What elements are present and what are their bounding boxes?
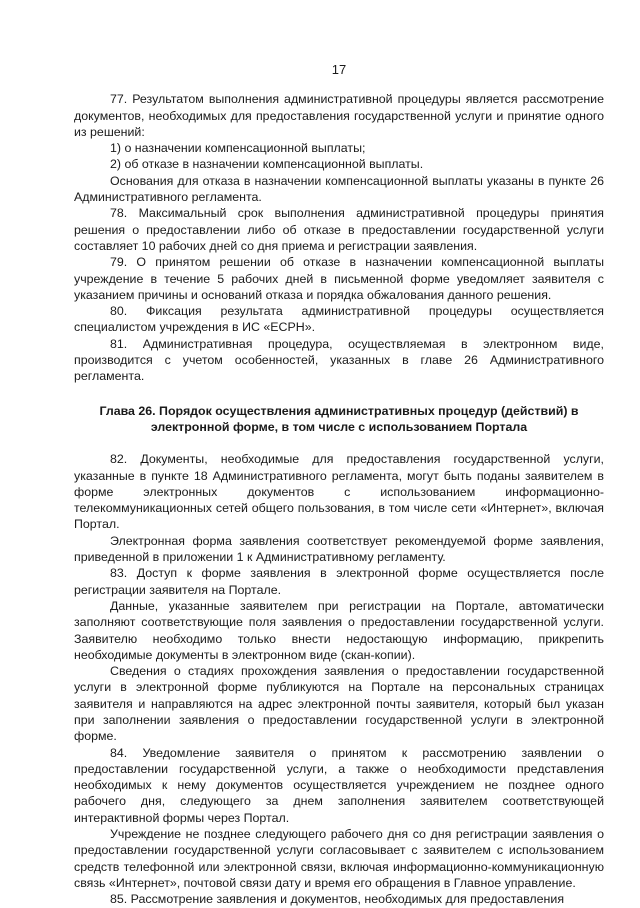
list-item-2: 2) об отказе в назначении компенсационной выплаты. [110, 157, 424, 172]
paragraph-status-info: Сведения о стадиях прохождения заявления о предоставлении государственной услуги в электронной форме публикуются на Портале на персональных страницах заявителя и направляются на адрес электронной почты заявителя, который был указан при заполнении заявления о предоставлении государственной услуги в электронной форме. [74, 664, 604, 744]
chapter-26-heading: Глава 26. Порядок осуществления административных процедур (действий) в электронной форме, в том числе с использованием Портала [99, 403, 579, 434]
paragraph-refusal-grounds: Основания для отказа в назначении компенсационной выплаты указаны в пункте 26 Административного регламента. [74, 173, 604, 205]
paragraph-80: 80. Фиксация результата административной процедуры осуществляется специалистом учреждения в ИС «ЕСРН». [74, 304, 604, 335]
paragraph-85: 85. Рассмотрение заявления и документов, необходимых для предоставления [110, 892, 565, 907]
page-number: 17 [331, 62, 347, 77]
paragraph-agreement: Учреждение не позднее следующего рабочего дня со дня регистрации заявления о предоставлении государственной услуги согласовывает с заявителем с использованием средств телефонной или электронной связи, включая информационно-коммуникационную связь «Интернет», почтовой связи дату и время его обращения в Главное управление. [74, 827, 604, 890]
section-chapter-26 [74, 451, 604, 907]
list-item-1: 1) о назначении компенсационной выплаты; [110, 141, 366, 156]
document-page [74, 62, 604, 908]
paragraph-autofill: Данные, указанные заявителем при регистрации на Портале, автоматически заполняют соответствующие поля заявления о предоставлении государственной услуги. Заявителю необходимо только внести недостающую информацию, прикрепить необходимые документы в электронном виде (скан-копии). [74, 598, 604, 662]
section-procedure-results [74, 91, 604, 384]
paragraph-electronic-form: Электронная форма заявления соответствует рекомендуемой форме заявления, приведенной в приложении 1 к Административному регламенту. [74, 533, 604, 565]
paragraph-78: 78. Максимальный срок выполнения административной процедуры принятия решения о предоставлении либо об отказе в предоставлении государственной услуги составляет 10 рабочих дней со дня приема и регистрации заявления. [74, 206, 604, 253]
paragraph-77: 77. Результатом выполнения административной процедуры является рассмотрение документов, необходимых для предоставления государственной услуги и принятие одного из решений: [74, 92, 604, 139]
paragraph-79: 79. О принятом решении об отказе в назначении компенсационной выплаты учреждение в течение 5 рабочих дней в письменной форме уведомляет заявителя с указанием причины и оснований отказа и порядка обжалования данного решения. [74, 255, 604, 302]
paragraph-83: 83. Доступ к форме заявления в электронной форме осуществляется после регистрации заявителя на Портале. [74, 566, 604, 597]
paragraph-84: 84. Уведомление заявителя о принятом к рассмотрению заявлении о предоставлении государственной услуги, а также о необходимости представления необходимых к нему документов осуществляется учреждением не позднее одного рабочего дня, следующего за днем заполнения заявителем соответствующей интерактивной формы через Портал. [74, 745, 604, 825]
paragraph-81: 81. Административная процедура, осуществляемая в электронном виде, производится с учетом особенностей, указанных в главе 26 Административного регламента. [74, 336, 604, 384]
paragraph-82: 82. Документы, необходимые для предоставления государственной услуги, указанные в пункте 18 Административного регламента, могут быть поданы заявителем в форме электронных документов с использованием информационно-телекоммуникационных сетей общего пользования, в том числе сети «Интернет», включая Портал. [74, 452, 604, 532]
